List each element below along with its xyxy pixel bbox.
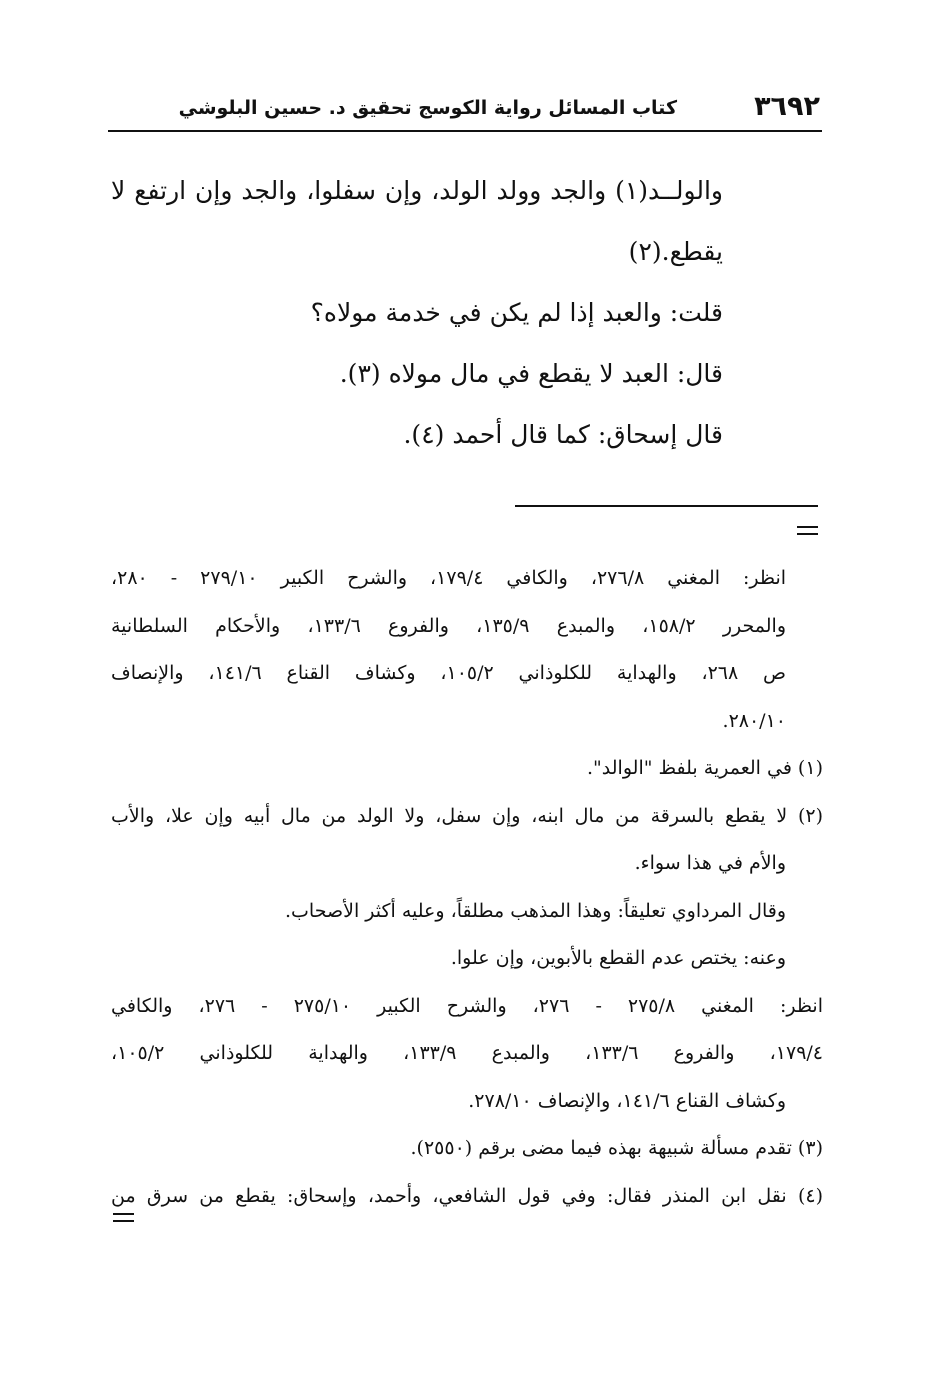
footnote-line: انظر: المغني ٢٧٦/٨، والكافي ١٧٩/٤، والشرح الكبير ٢٧٩/١٠ - ٢٨٠،	[111, 567, 787, 589]
footnote-line: انظر: المغني ٢٧٥/٨ - ٢٧٦، والشرح الكبير ٢٧٥/١٠ - ٢٧٦، والكافي	[111, 994, 823, 1017]
main-line: قلت: والعبد إذا لم يكن في خدمة مولاه؟	[310, 298, 723, 327]
footnote-line: ص ٢٦٨، والهداية للكلوذاني ١٠٥/٢، وكشاف القناع ١٤١/٦، والإنصاف	[111, 662, 786, 684]
main-line: قال إسحاق: كما قال أحمد (٤).	[403, 420, 723, 449]
main-line: قال: العبد لا يقطع في مال مولاه (٣).	[339, 359, 723, 388]
running-title: كتاب المسائل رواية الكوسج تحقيق د. حسين البلوشي	[178, 97, 677, 119]
continuation-mark-top	[797, 526, 818, 535]
footnote-line: والمحرر ١٥٨/٢، والمبدع ١٣٥/٩، والفروع ١٣٣/٦، والأحكام السلطانية	[111, 614, 786, 637]
footnote-line: وعنه: يختص عدم القطع بالأبوين، وإن علوا.	[450, 947, 786, 969]
footnote-separator	[515, 505, 818, 507]
footnote-line: ١٧٩/٤، والفروع ١٣٣/٦، والمبدع ١٣٣/٩، والهداية للكلوذاني ١٠٥/٢،	[111, 1042, 823, 1064]
main-line: والولــد(١) والجد وولد الولد، وإن سفلوا، والجد وإن ارتفع لا	[111, 176, 723, 205]
footnote-line: (٣) تقدم مسألة شبيهة بهذه فيما مضى برقم (٢٥٥٠).	[410, 1137, 823, 1159]
footnotes	[111, 555, 823, 1220]
page-number: ٣٦٩٢	[754, 91, 820, 122]
footnote-line: وكشاف القناع ١٤١/٦، والإنصاف ٢٧٨/١٠.	[468, 1089, 786, 1112]
footnote-line: والأم في هذا سواء.	[634, 852, 786, 874]
footnote-line: وقال المرداوي تعليقاً: وهذا المذهب مطلقاً، وعليه أكثر الأصحاب.	[285, 899, 786, 922]
footnote-line: (١) في العمرية بلفظ "الوالد".	[587, 757, 823, 779]
main-text	[111, 160, 723, 465]
footnote-line: ٢٨٠/١٠.	[722, 709, 786, 732]
main-line: يقطع.(٢)	[628, 237, 723, 266]
running-header	[108, 86, 822, 132]
footnote-line: (٢) لا يقطع بالسرقة من مال ابنه، وإن سفل، ولا الولد من مال أبيه وإن علا، والأب	[111, 804, 823, 827]
continuation-mark-bottom	[113, 1213, 134, 1222]
footnote-line: (٤) نقل ابن المنذر فقال: وفي قول الشافعي، وأحمد، وإسحاق: يقطع من سرق من	[111, 1184, 823, 1207]
